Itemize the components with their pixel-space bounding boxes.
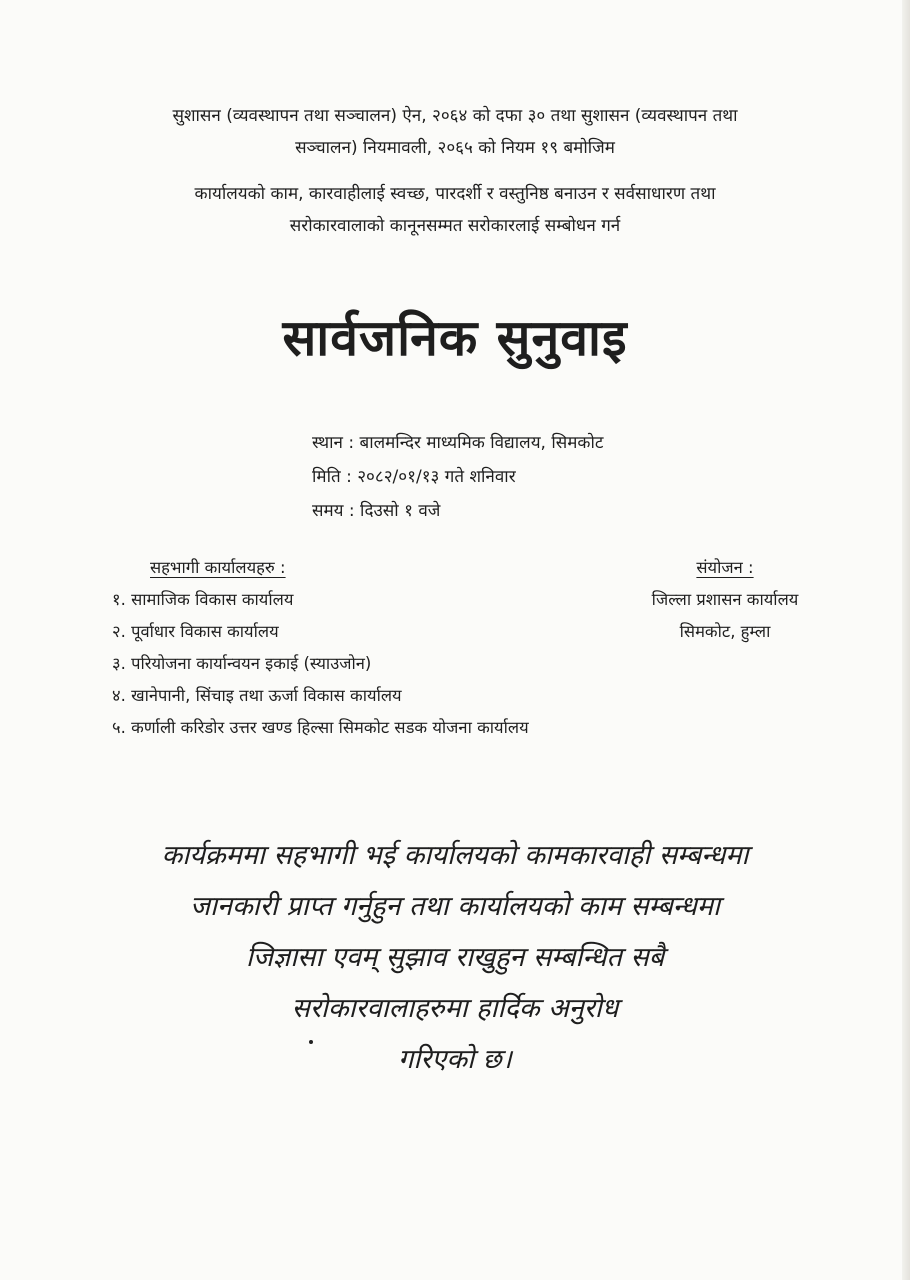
event-details (312, 426, 603, 528)
purpose-line: सरोकारवालाको कानूनसम्मत सरोकारलाई सम्बोधन गर्न (289, 216, 621, 236)
coordinator-heading: संयोजन : (696, 558, 754, 577)
page-title: सार्वजनिक सुनुवाइ (282, 309, 628, 367)
date-line: मिति : २०८२/०१/१३ गते शनिवार (312, 467, 516, 487)
appeal-line: गरिएको छ। (398, 1044, 512, 1075)
appeal-line: जानकारी प्राप्त गर्नुहुन तथा कार्यालयको काम सम्बन्धमा (189, 891, 721, 922)
ink-dot (309, 1040, 313, 1044)
purpose-text (0, 178, 910, 242)
coordinator-block (620, 552, 830, 648)
appeal-line: कार्यक्रममा सहभागी भई कार्यालयको कामकारवाही सम्बन्धमा (161, 840, 749, 871)
appeal-line: जिज्ञासा एवम् सुझाव राखुहुन सम्बन्धित सबै (245, 942, 665, 973)
participating-offices (112, 552, 529, 744)
purpose-line: कार्यालयको काम, कारवाहीलाई स्वच्छ, पारदर्शी र वस्तुनिष्ठ बनाउन र सर्वसाधारण तथा (194, 184, 716, 204)
legal-basis-text (0, 100, 910, 164)
time-line: समय : दिउसो १ वजे (312, 501, 441, 521)
appeal-line: सरोकारवालाहरुमा हार्दिक अनुरोध (291, 993, 619, 1024)
venue-line: स्थान : बालमन्दिर माध्यमिक विद्यालय, सिमकोट (312, 433, 604, 453)
legal-basis-line: सुशासन (व्यवस्थापन तथा सञ्चालन) ऐन, २०६४ को दफा ३० तथा सुशासन (व्यवस्थापन तथा (172, 106, 738, 126)
participant-item: ३. परियोजना कार्यान्वयन इकाई (स्याउजोन) (112, 654, 372, 673)
participant-item: ४. खानेपानी, सिंचाइ तथा ऊर्जा विकास कार्यालय (112, 686, 402, 705)
participant-item: २. पूर्वाधार विकास कार्यालय (112, 622, 279, 641)
legal-basis-line: सञ्चालन) नियमावली, २०६५ को नियम १९ बमोजिम (295, 138, 615, 158)
coordinator-office: जिल्ला प्रशासन कार्यालय (651, 590, 799, 609)
participant-item: १. सामाजिक विकास कार्यालय (112, 590, 294, 609)
appeal-text (0, 830, 910, 1085)
coordinator-location: सिमकोट, हुम्ला (679, 622, 771, 641)
participant-item: ५. कर्णाली करिडोर उत्तर खण्ड हिल्सा सिमकोट सडक योजना कार्यालय (112, 718, 529, 737)
participants-heading: सहभागी कार्यालयहरु : (150, 558, 286, 577)
